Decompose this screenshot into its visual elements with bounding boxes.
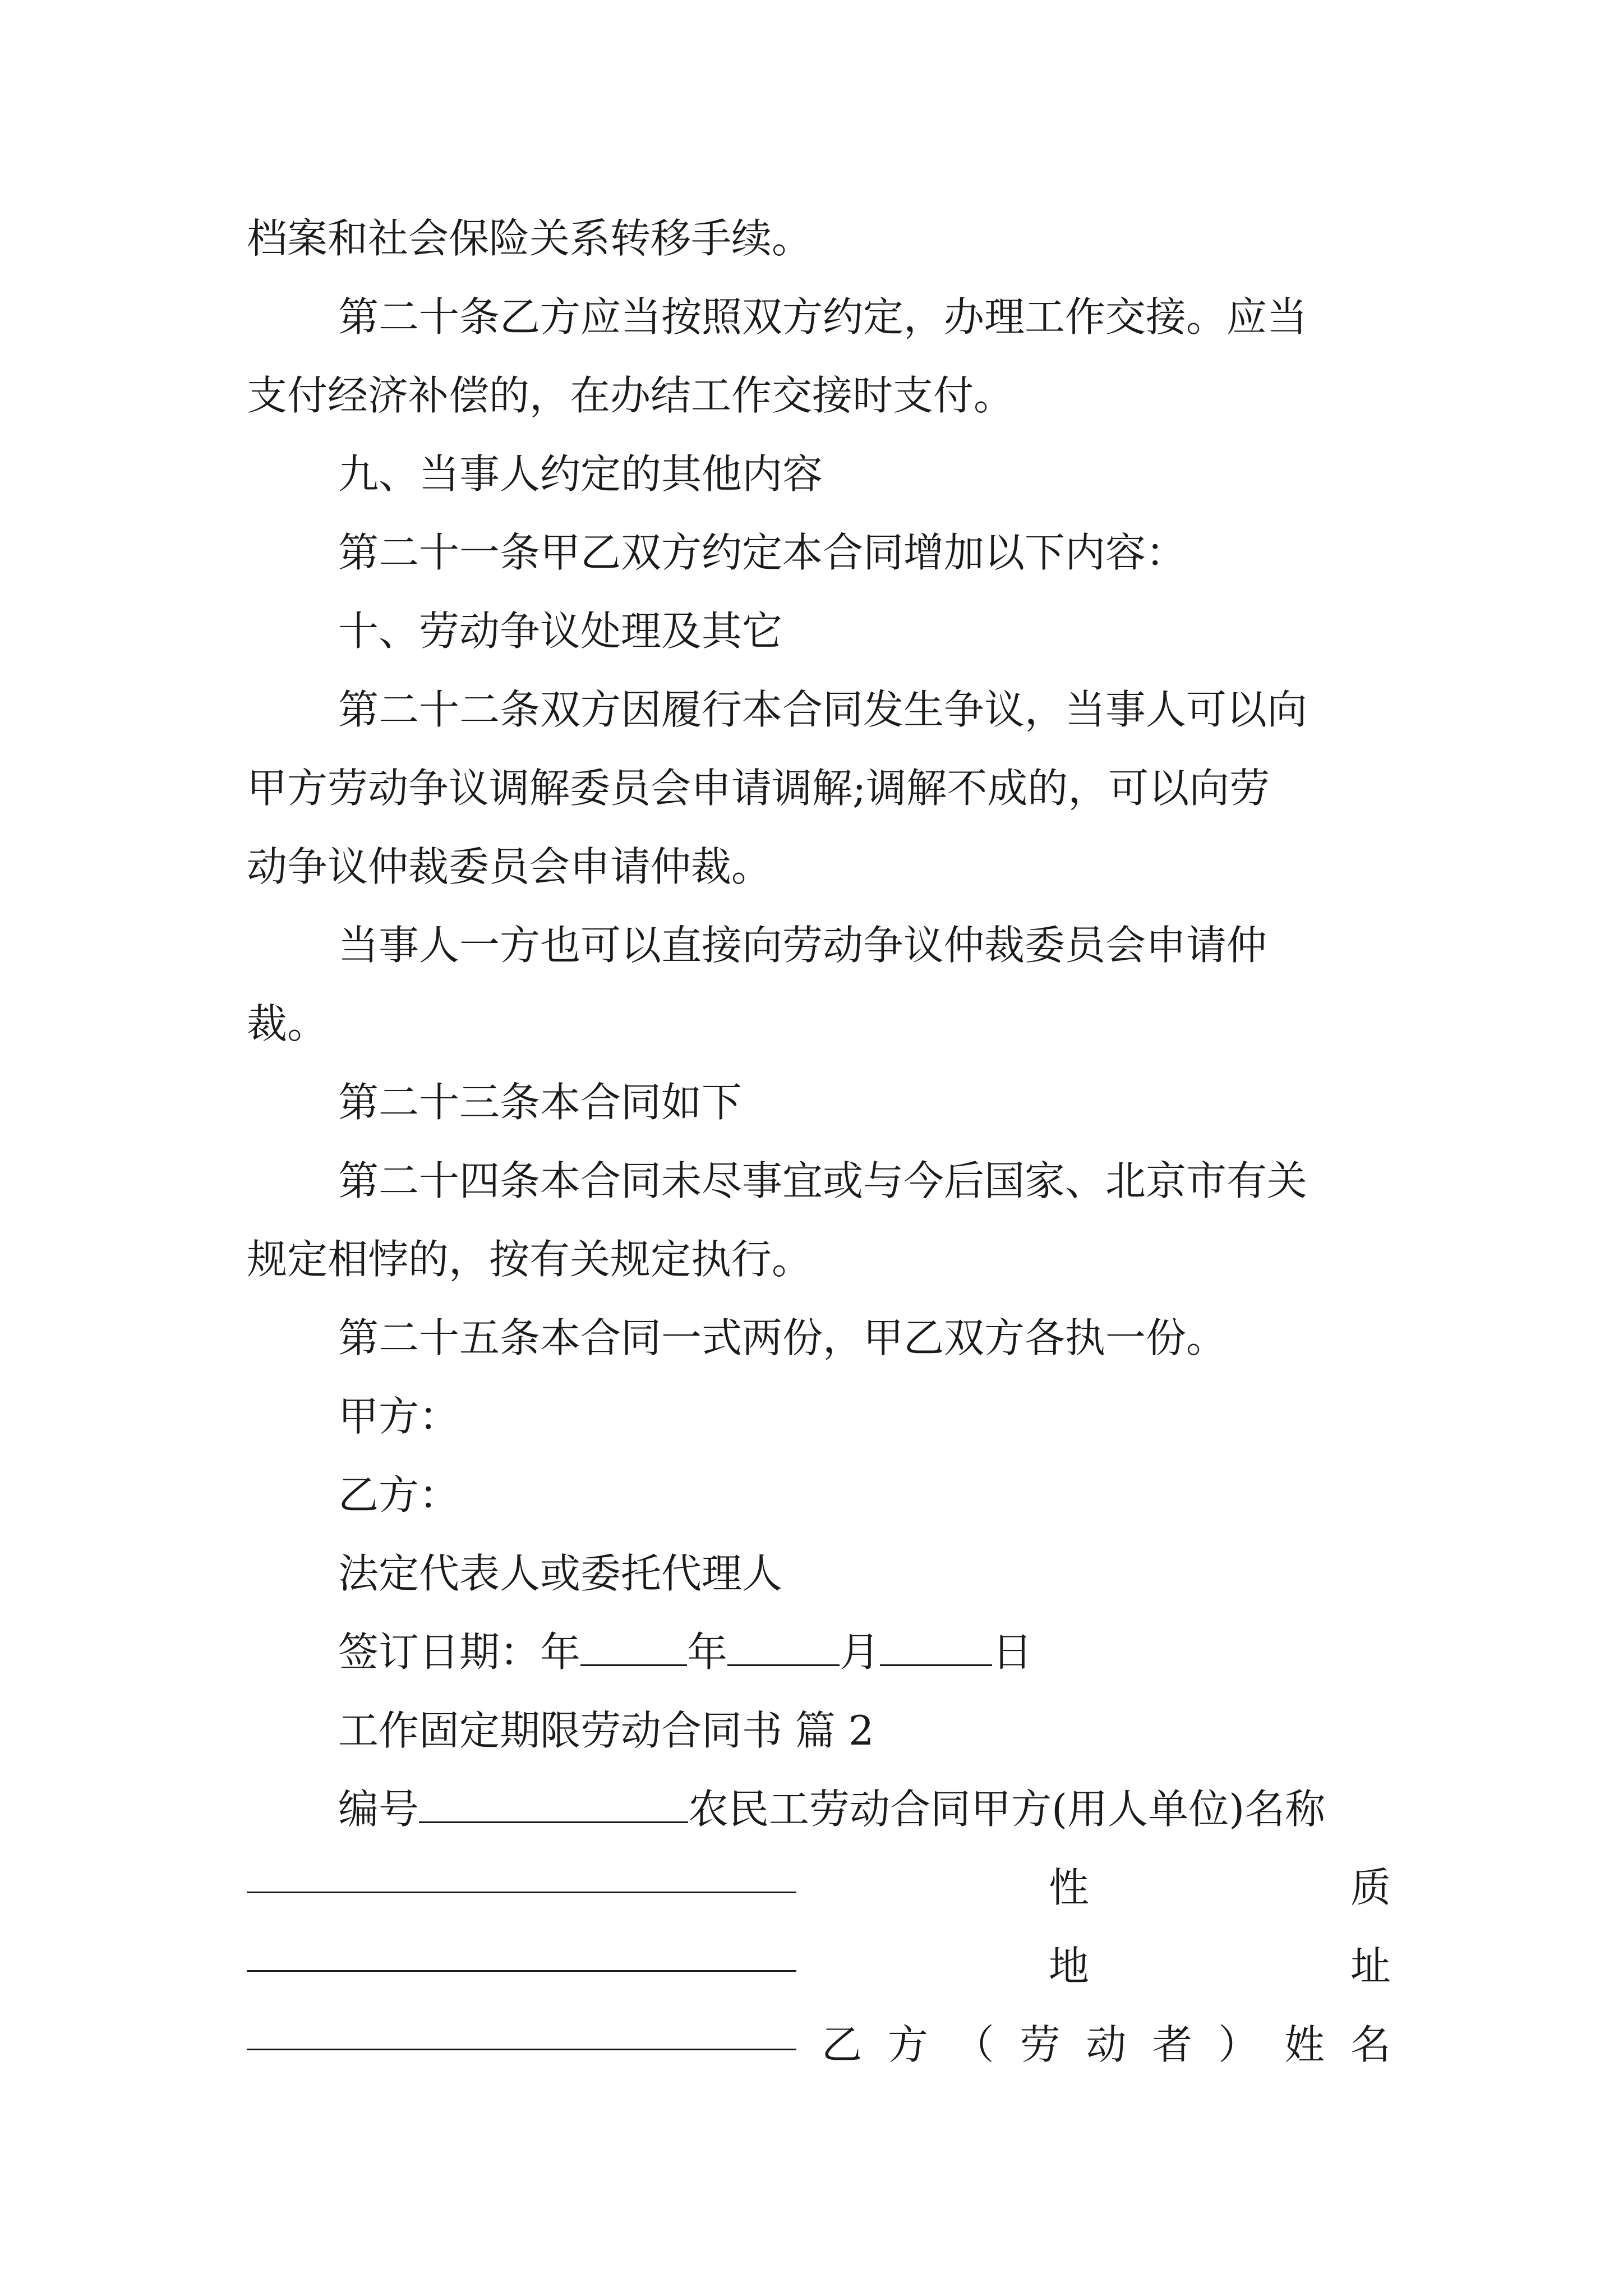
article-24-line-1: 第二十四条本合同未尽事宜或与今后国家、北京市有关 [338, 1157, 1308, 1204]
section-9-heading: 九、当事人约定的其他内容 [338, 450, 823, 498]
day-blank [880, 1630, 992, 1666]
article-22-line-1: 第二十二条双方因履行本合同发生争议，当事人可以向 [338, 686, 1308, 733]
party-b-label: 乙方： [338, 1471, 460, 1519]
section-10-heading: 十、劳动争议处理及其它 [338, 608, 783, 655]
article-24-line-2: 规定相悖的，按有关规定执行。 [247, 1236, 813, 1283]
sign-date-month: 月 [840, 1628, 880, 1676]
numbering-blank [419, 1787, 688, 1823]
arbitration-line-2: 裁。 [247, 1000, 328, 1047]
article-22-line-3: 动争议仲裁委员会申请仲裁。 [247, 843, 772, 890]
article-25-line: 第二十五条本合同一式两份，甲乙双方各执一份。 [338, 1314, 1227, 1361]
party-a-label: 甲方： [338, 1393, 460, 1440]
contract-2-heading: 工作固定期限劳动合同书 篇 2 [338, 1707, 874, 1754]
paragraph-line: 档案和社会保险关系转移手续。 [247, 215, 813, 262]
article-20-line-2: 支付经济补偿的，在办结工作交接时支付。 [247, 372, 1015, 419]
article-22-line-2: 甲方劳动争议调解委员会申请调解;调解不成的，可以向劳 [247, 765, 1270, 812]
name-blank-rule [247, 1892, 796, 1893]
sign-date-year: 年 [687, 1628, 728, 1676]
year-blank [580, 1630, 687, 1666]
arbitration-line-1: 当事人一方也可以直接向劳动争议仲裁委员会申请仲 [338, 922, 1267, 969]
article-21-line: 第二十一条甲乙双方约定本合同增加以下内容： [338, 529, 1187, 576]
party-b-name-field-label: 乙 方 （ 劳 动 者 ） 姓 名 [822, 2021, 1391, 2068]
address-field-label: 地 址 [1049, 1943, 1391, 1990]
nature-blank-rule [247, 1970, 796, 1972]
sign-date-line [338, 1624, 1032, 1680]
numbering-after-text: 农民工劳动合同甲方(用人单位)名称 [688, 1786, 1326, 1833]
sign-date-day: 日 [992, 1628, 1033, 1676]
legal-representative-label: 法定代表人或委托代理人 [338, 1550, 783, 1597]
address-blank-rule [247, 2049, 796, 2050]
month-blank [727, 1630, 840, 1666]
article-20-line-1: 第二十条乙方应当按照双方约定，办理工作交接。应当 [338, 293, 1308, 341]
numbering-line [338, 1781, 1325, 1837]
numbering-label: 编号 [338, 1786, 419, 1833]
nature-field-label: 性 质 [1049, 1864, 1391, 1911]
article-23-line: 第二十三条本合同如下 [338, 1079, 743, 1126]
sign-date-label: 签订日期：年 [338, 1628, 581, 1676]
